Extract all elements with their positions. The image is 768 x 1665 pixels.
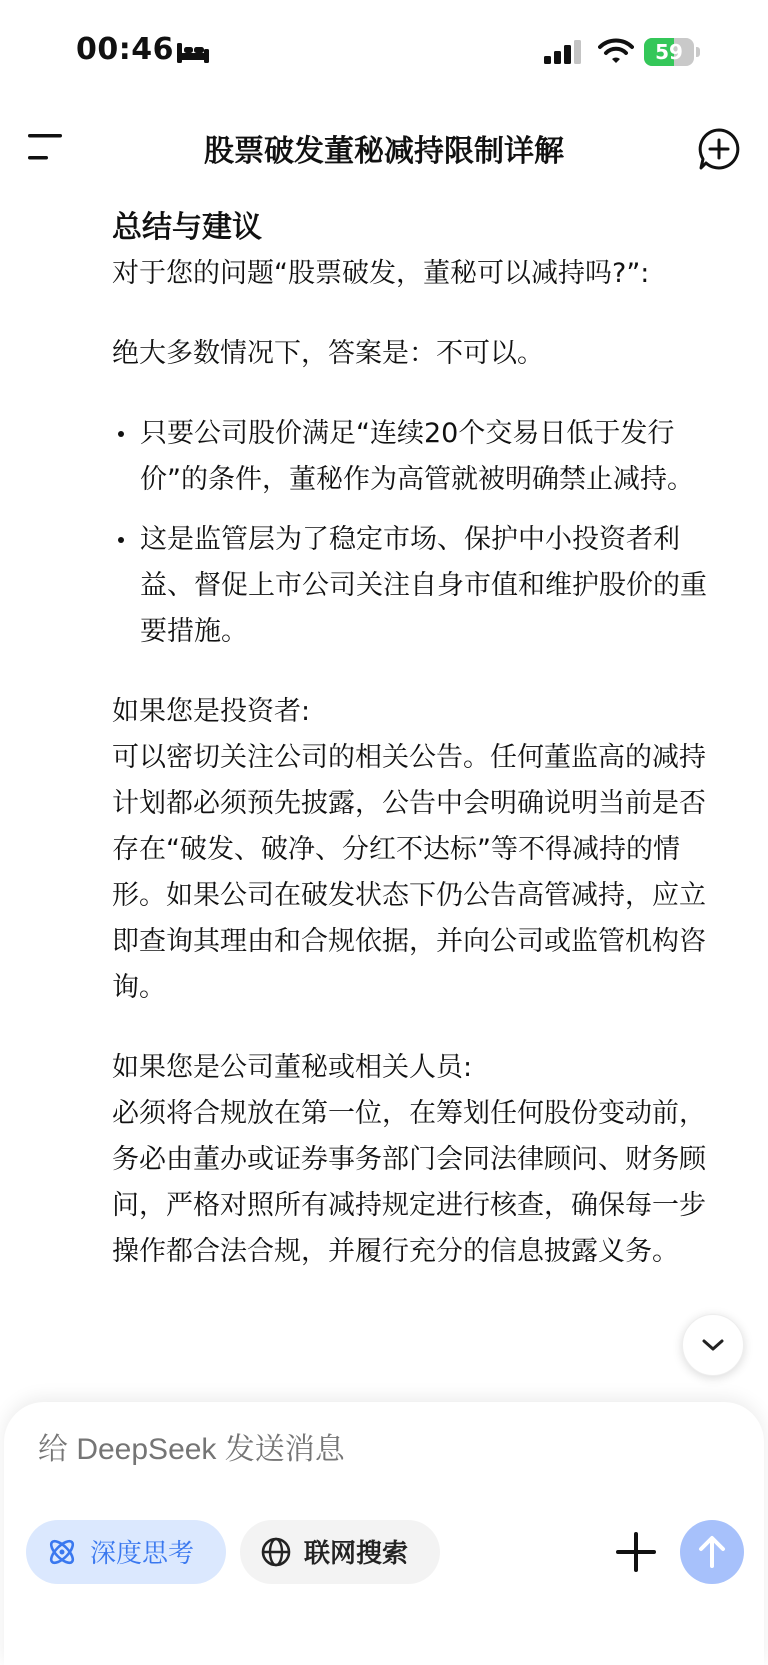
status-bar [0, 0, 768, 104]
send-button[interactable] [680, 1520, 744, 1584]
secretary-body: 必须将合规放在第一位，在筹划任何股份变动前，务必由董办或证券事务部门会同法律顾问、财务顾问，严格对照所有减持规定进行核查，确保每一步操作都合法合规，并履行充分的信息披露义务。 [112, 1098, 706, 1267]
list-item: 只要公司股价满足“连续20个交易日低于发行价”的条件，董秘作为高管就被明确禁止减持。 [112, 411, 732, 503]
list-item: 这是监管层为了稳定市场、保护中小投资者利益、督促上市公司关注自身市值和维护股价的重要措施。 [112, 517, 732, 655]
status-time: 00:46 [76, 32, 174, 67]
content-fade [0, 1280, 768, 1400]
section-heading: 总结与建议 [112, 210, 262, 245]
message-input[interactable] [36, 1432, 600, 1468]
deep-think-label: 深度思考 [90, 1539, 195, 1569]
web-search-button[interactable] [240, 1520, 440, 1584]
signal-icon [544, 40, 584, 64]
new-chat-icon[interactable] [696, 126, 742, 172]
web-search-label: 联网搜索 [304, 1539, 409, 1569]
investor-body: 可以密切关注公司的相关公告。任何董监高的减持计划都必须预先披露，公告中会明确说明当前是否存在“破发、破净、分红不达标”等不得减持的情形。如果公司在破发状态下仍公告高管减持，应立即查询其理由和合规依据，并向公司或监管机构咨询。 [112, 742, 706, 1003]
globe-icon [260, 1536, 292, 1568]
page-title: 股票破发董秘减持限制详解 [204, 134, 564, 169]
deep-think-button[interactable] [26, 1520, 226, 1584]
bullet-list [112, 411, 732, 655]
battery-icon [644, 38, 700, 66]
scroll-down-button[interactable] [682, 1314, 744, 1376]
secretary-heading: 如果您是公司董秘或相关人员: [112, 1052, 473, 1083]
arrow-up-icon [696, 1534, 728, 1570]
bed-icon [176, 39, 210, 65]
answer-paragraph: 绝大多数情况下，答案是：不可以。 [112, 338, 544, 369]
header [0, 112, 768, 182]
atom-icon [46, 1536, 78, 1568]
chevron-down-icon [701, 1335, 725, 1355]
chat-message [112, 205, 732, 1309]
battery-level: 59 [655, 40, 683, 64]
question-paragraph: 对于您的问题“股票破发，董秘可以减持吗?”: [112, 258, 650, 289]
investor-heading: 如果您是投资者: [112, 696, 311, 727]
composer [4, 1402, 764, 1665]
wifi-icon [598, 37, 634, 65]
menu-icon[interactable] [26, 132, 66, 162]
plus-icon[interactable] [608, 1524, 664, 1580]
